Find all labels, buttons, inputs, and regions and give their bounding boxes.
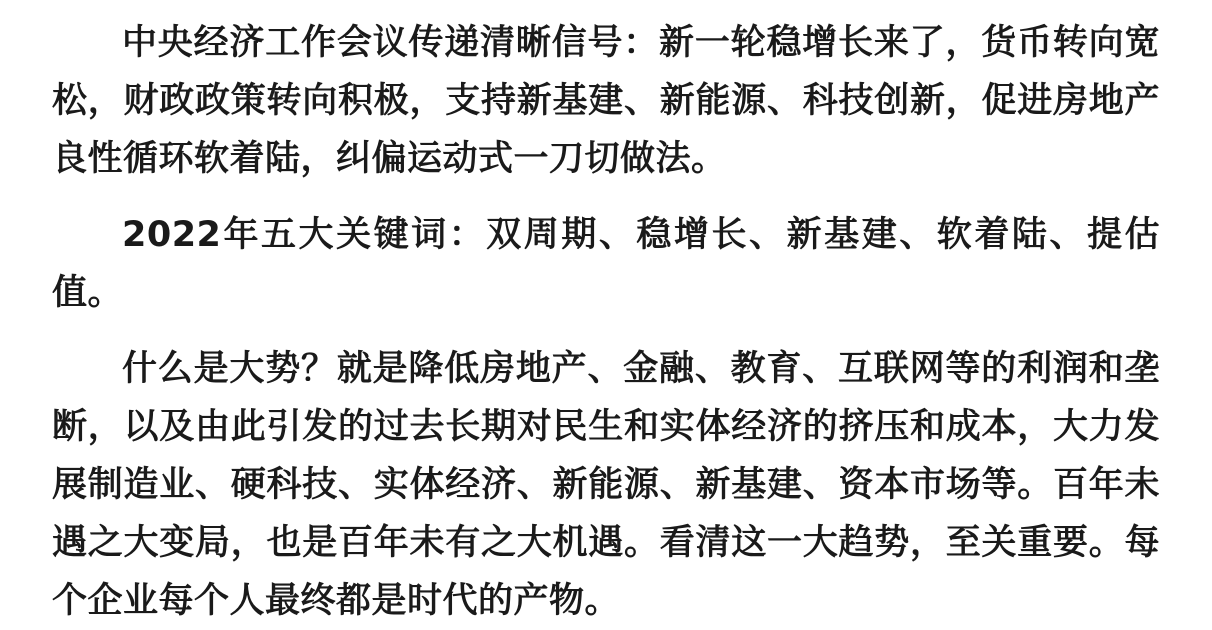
paragraph-3: 什么是大势？就是降低房地产、金融、教育、互联网等的利润和垄断，以及由此引发的过去长期对民生和实体经济的挤压和成本，大力发展制造业、硬科技、实体经济、新能源、新基建、资本市场等。百年未遇之大变局，也是百年未有之大机遇。看清这一大趋势，至关重要。每个企业每个人最终都是时代的产物。 <box>52 349 1160 621</box>
paragraph-2: 2022年五大关键词：双周期、稳增长、新基建、软着陆、提估值。 <box>52 215 1160 313</box>
paragraph-1: 中央经济工作会议传递清晰信号：新一轮稳增长来了，货币转向宽松，财政政策转向积极，支持新基建、新能源、科技创新，促进房地产良性循环软着陆，纠偏运动式一刀切做法。 <box>52 23 1160 179</box>
